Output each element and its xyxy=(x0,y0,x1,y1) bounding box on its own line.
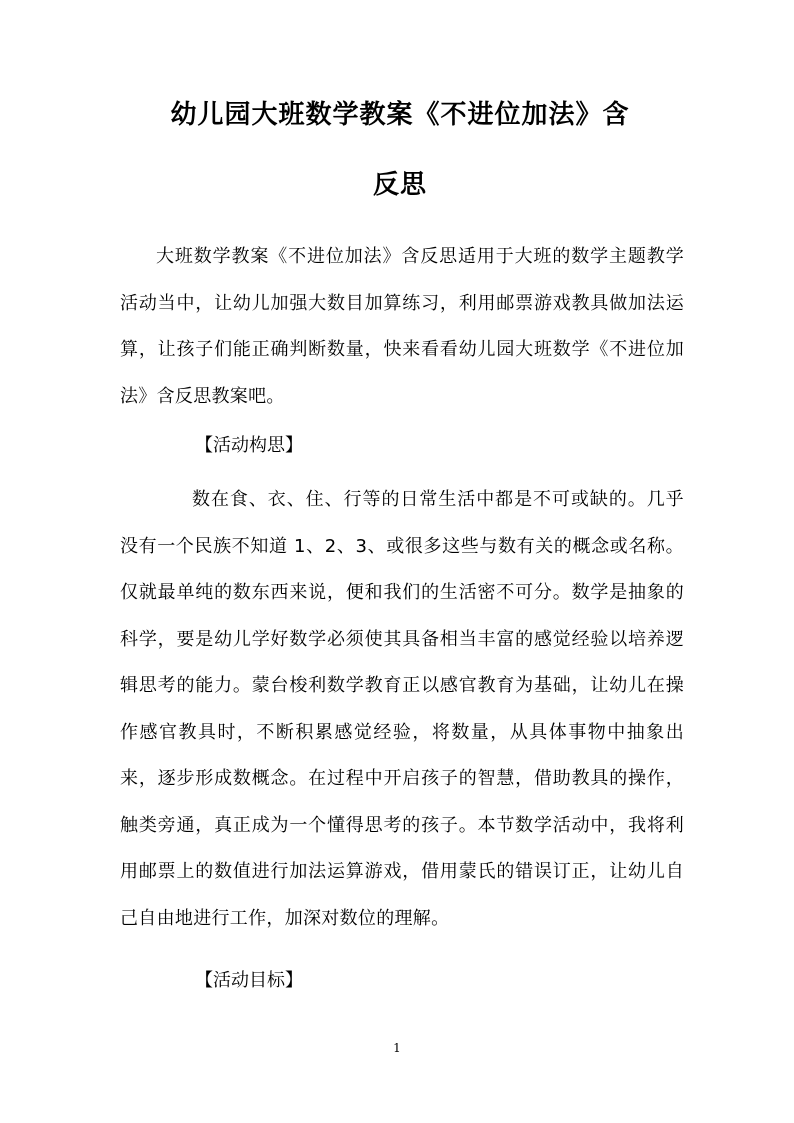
document-title-line-2: 反思 xyxy=(372,170,427,200)
section-heading-activity-concept: 【活动构思】 xyxy=(195,435,303,456)
document-title-line-1: 幼儿园大班数学教案《不进位加法》含 xyxy=(170,100,630,130)
page-number: 1 xyxy=(393,1041,401,1055)
section-heading-activity-goals: 【活动目标】 xyxy=(195,970,303,991)
concept-paragraph: 数在食、衣、住、行等的日常生活中都是不可或缺的。几乎没有一个民族不知道 1、2、3、或很多这些与数有关的概念或名称。仅就最单纯的数东西来说，便和我们的生活密不可分。数学是抽象的科学，要是幼儿学好数学必须使其具备相当丰富的感觉经验以培养逻辑思考的能力。蒙台梭利数学教育正以感官教育为基础，让幼儿在操作感官教具时，不断积累感觉经验，将数量，从具体事物中抽象出来，逐步形成数概念。在过程中开启孩子的智慧，借助教具的操作，触类旁通，真正成为一个懂得思考的孩子。本节数学活动中，我将利用邮票上的数值进行加法运算游戏，借用蒙氏的错误订正，让幼儿自己自由地进行工作，加深对数位的理解。 xyxy=(120,489,684,929)
intro-paragraph: 大班数学教案《不进位加法》含反思适用于大班的数学主题教学活动当中，让幼儿加强大数目加算练习，利用邮票游戏教具做加法运算，让孩子们能正确判断数量，快来看看幼儿园大班数学《不进位加法》含反思教案吧。 xyxy=(120,246,684,407)
